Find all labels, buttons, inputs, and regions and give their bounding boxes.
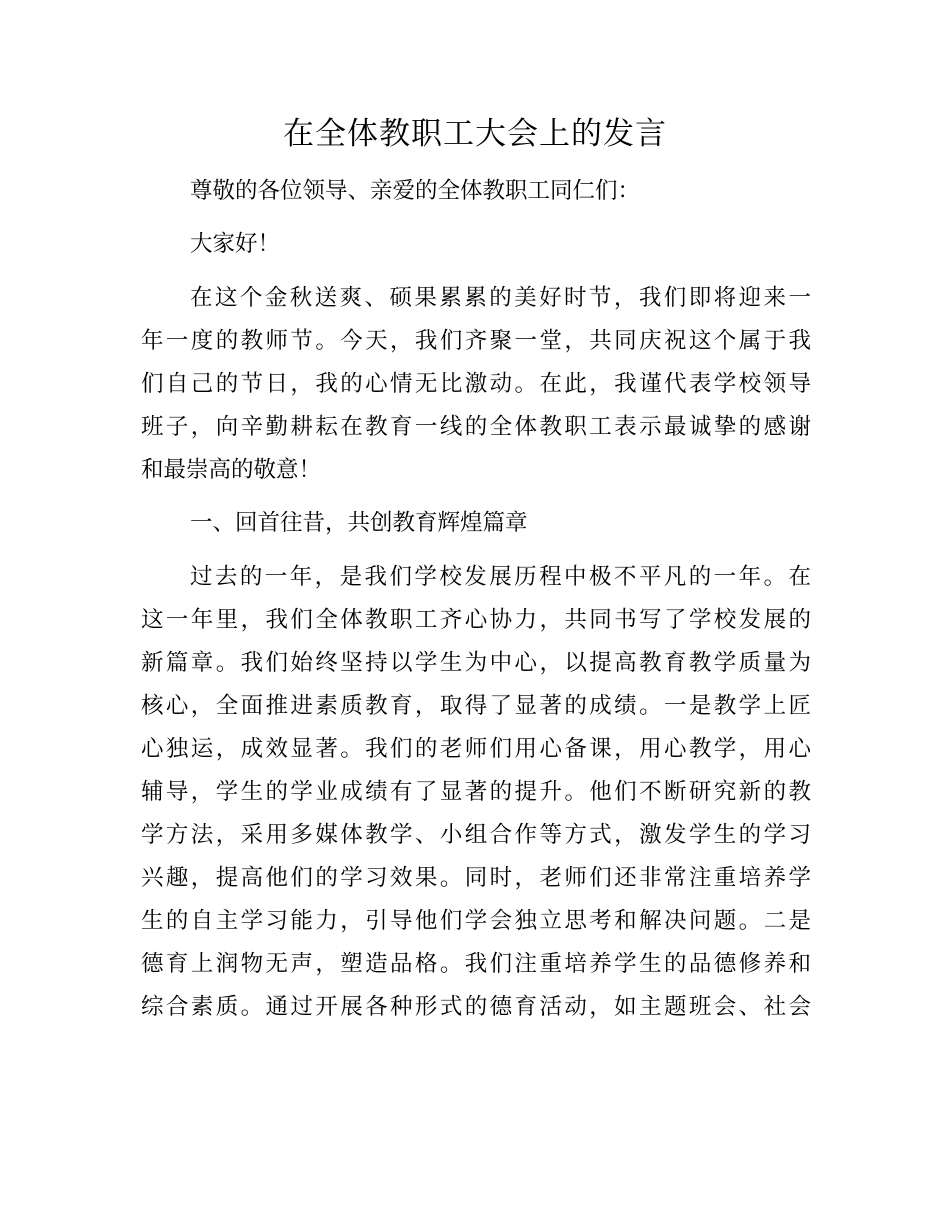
- document-title: 在全体教职工大会上的发言: [283, 116, 667, 152]
- paragraph-line: 生的自主学习能力，引导他们学会独立思考和解决问题。二是: [141, 908, 811, 934]
- salutation-line: 尊敬的各位领导、亲爱的全体教职工同仁们：: [190, 178, 641, 204]
- paragraph-line: 过去的一年，是我们学校发展历程中极不平凡的一年。在: [190, 564, 811, 590]
- paragraph-line: 新篇章。我们始终坚持以学生为中心，以提高教育教学质量为: [141, 650, 811, 676]
- paragraph-line: 德育上润物无声，塑造品格。我们注重培养学生的品德修养和: [141, 951, 811, 977]
- paragraph-line: 心独运，成效显著。我们的老师们用心备课，用心教学，用心: [141, 736, 811, 762]
- paragraph-line: 综合素质。通过开展各种形式的德育活动，如主题班会、社会: [141, 994, 811, 1020]
- paragraph-line: 班子，向辛勤耕耘在教育一线的全体教职工表示最诚挚的感谢: [141, 414, 811, 440]
- paragraph-line: 年一度的教师节。今天，我们齐聚一堂，共同庆祝这个属于我: [141, 328, 811, 354]
- greeting-line: 大家好！: [190, 231, 281, 257]
- paragraph-line: 们自己的节日，我的心情无比激动。在此，我谨代表学校领导: [141, 371, 811, 397]
- paragraph-line: 在这个金秋送爽、硕果累累的美好时节，我们即将迎来一: [190, 285, 811, 311]
- paragraph-line: 兴趣，提高他们的学习效果。同时，老师们还非常注重培养学: [141, 865, 811, 891]
- section-heading: 一、回首往昔，共创教育辉煌篇章: [190, 510, 528, 536]
- paragraph-line: 和最崇高的敬意！: [141, 457, 322, 483]
- paragraph-line: 这一年里，我们全体教职工齐心协力，共同书写了学校发展的: [141, 607, 811, 633]
- paragraph-line: 学方法，采用多媒体教学、小组合作等方式，激发学生的学习: [141, 822, 811, 848]
- paragraph-line: 核心，全面推进素质教育，取得了显著的成绩。一是教学上匠: [141, 693, 811, 719]
- paragraph-line: 辅导，学生的学业成绩有了显著的提升。他们不断研究新的教: [141, 779, 811, 805]
